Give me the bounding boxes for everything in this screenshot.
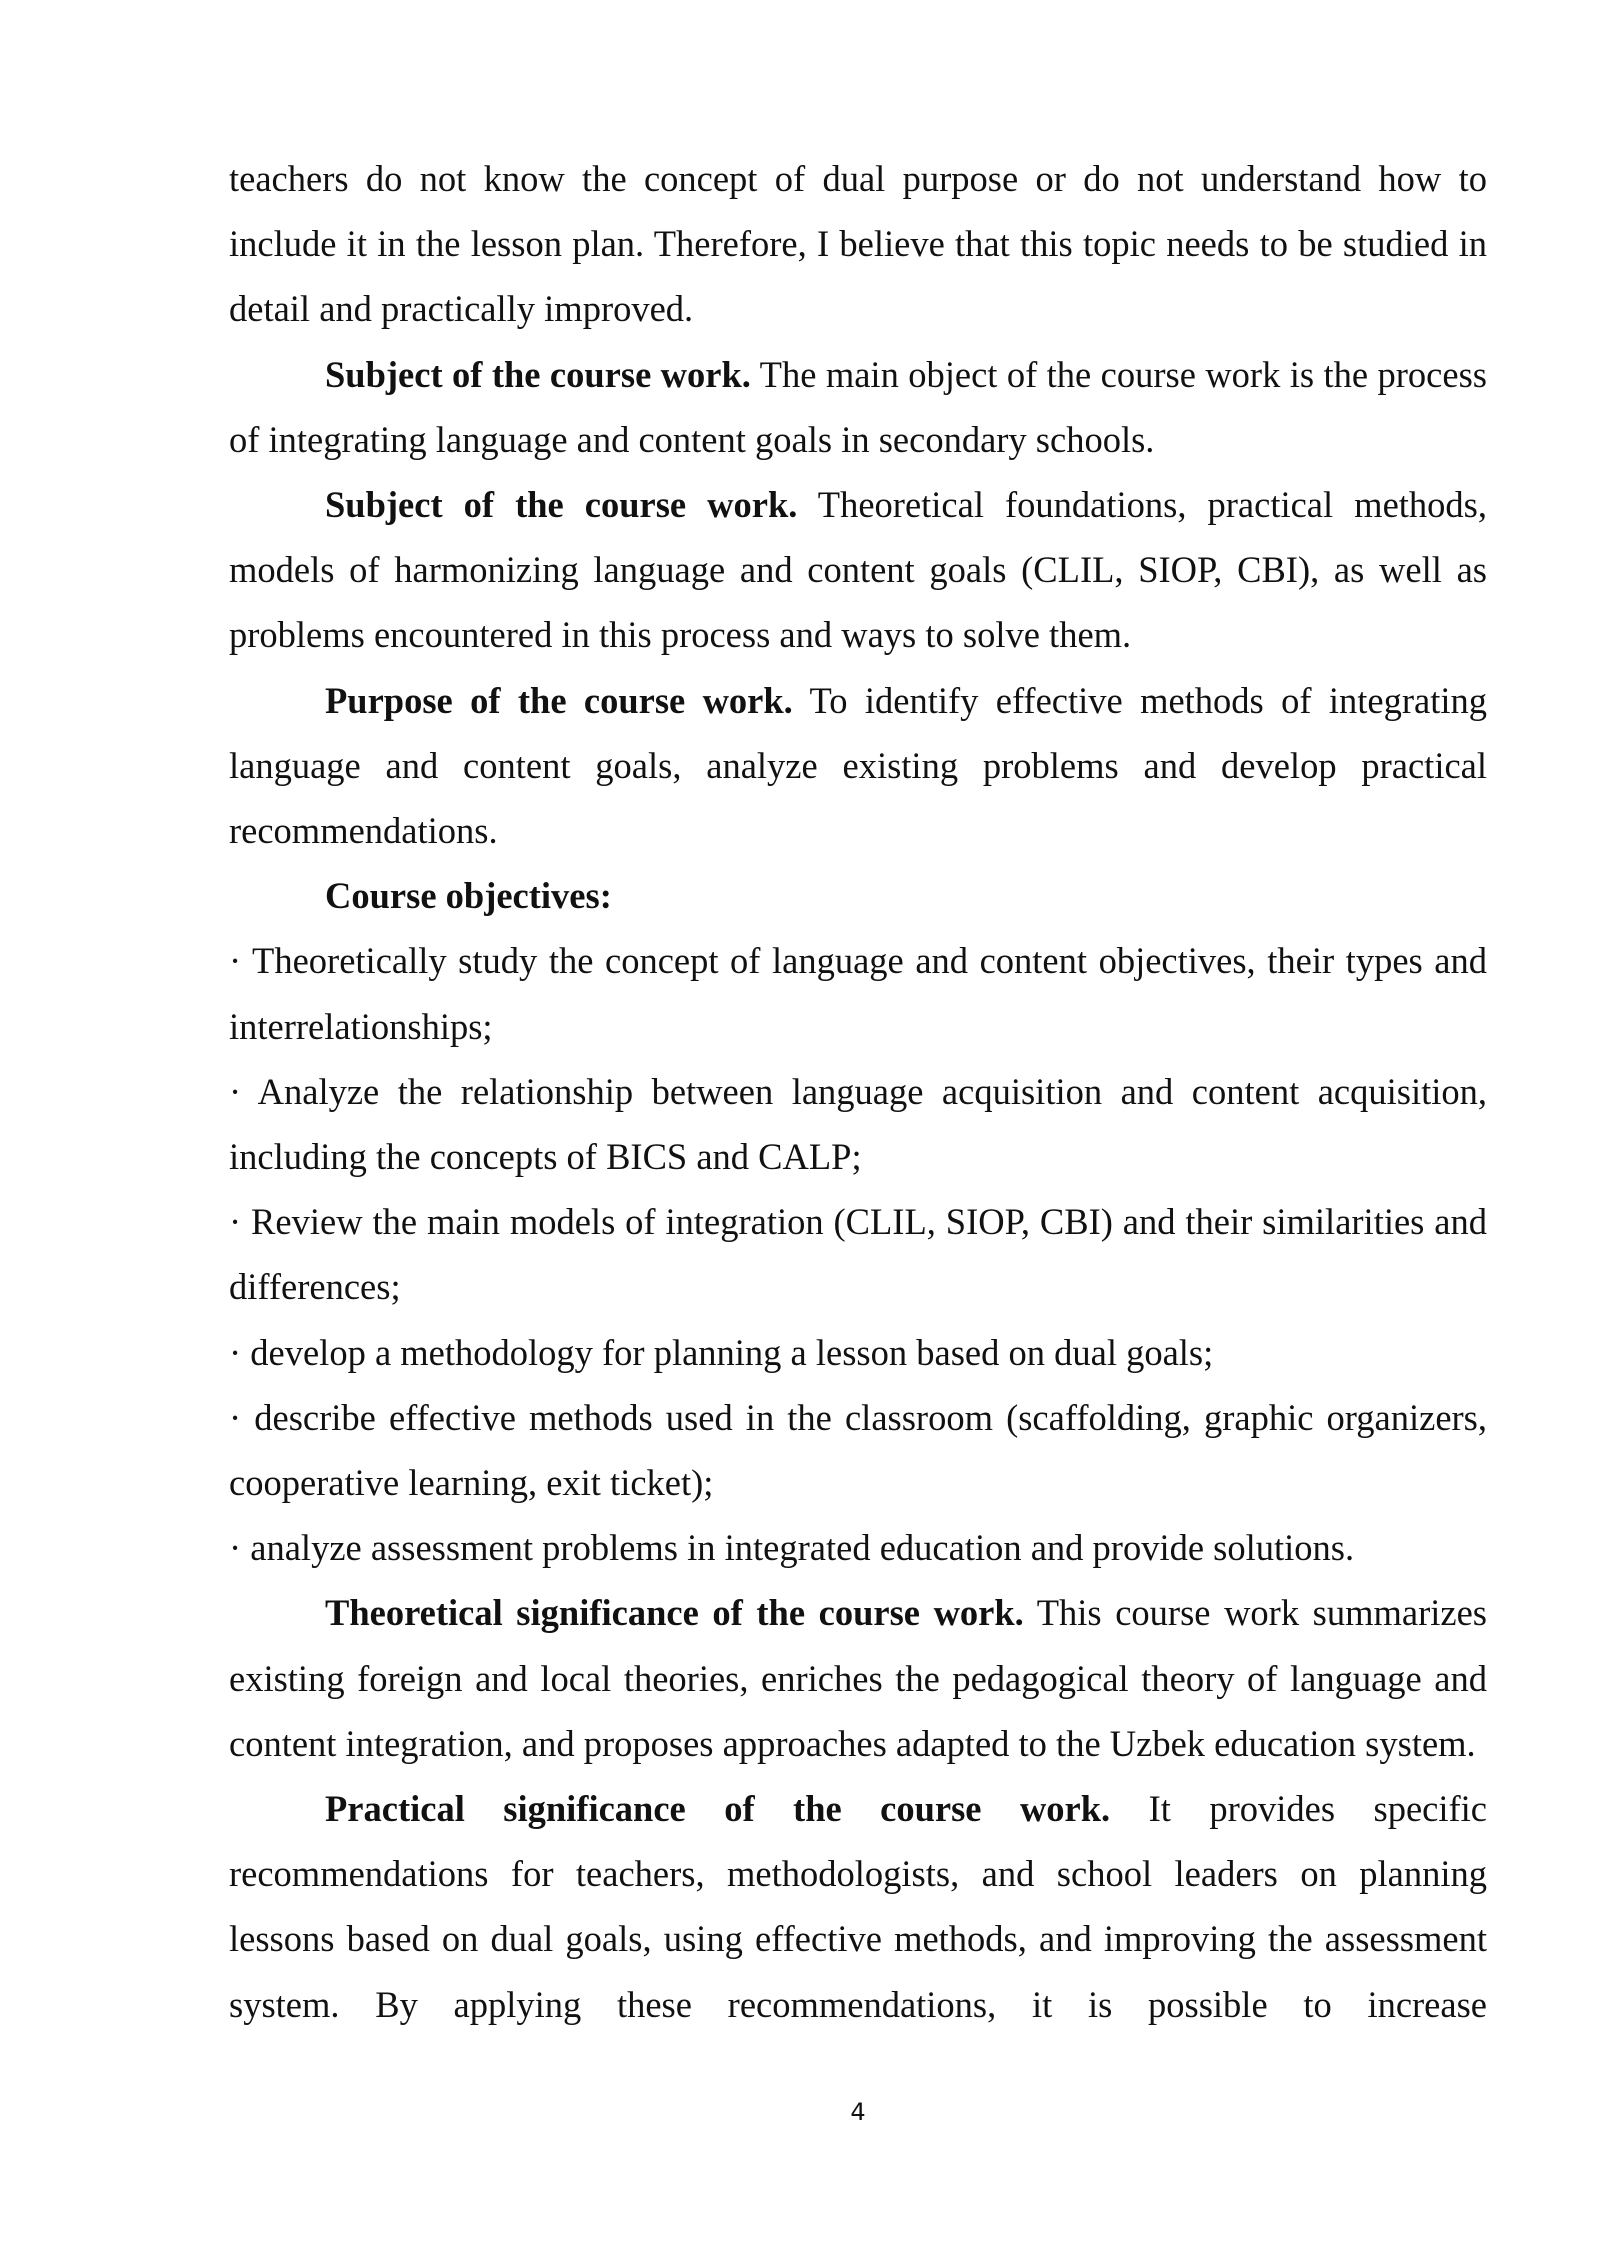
- objectives-heading: Course objectives:: [325, 875, 612, 917]
- page-number: 4: [850, 2098, 866, 2126]
- subject-text: Theoretical foundations, practical methods, models of harmonizing language and content goals (CLIL, SIOP, CBI), as well as problems encountered in this process and ways to solve them.: [229, 484, 1487, 656]
- objective-item: · develop a methodology for planning a lesson based on dual goals;: [229, 1331, 1214, 1373]
- objective-item: · Theoretically study the concept of language and content objectives, their types and interrelationships;: [229, 940, 1487, 1047]
- intro-paragraph: [229, 146, 1487, 342]
- practical-paragraph: [229, 1776, 1487, 2037]
- intro-text: teachers do not know the concept of dual purpose or do not understand how to include it in the lesson plan. Therefore, I believe that this topic needs to be studied in detail and practically improved.: [229, 158, 1487, 330]
- objective-item: · describe effective methods used in the classroom (scaffolding, graphic organizers, cooperative learning, exit ticket);: [229, 1396, 1487, 1504]
- objectives-list: [229, 928, 1487, 1580]
- document-body: [229, 146, 1487, 2037]
- subject-heading: Subject of the course work.: [325, 484, 798, 526]
- purpose-heading: Purpose of the course work.: [325, 679, 793, 721]
- objective-item: · Analyze the relationship between language acquisition and content acquisition, including the concepts of BICS and CALP;: [229, 1070, 1487, 1178]
- objective-item: · analyze assessment problems in integrated education and provide solutions.: [229, 1527, 1355, 1569]
- theoretical-heading: Theoretical significance of the course work.: [325, 1592, 1024, 1634]
- purpose-text: To identify effective methods of integrating language and content goals, analyze existing problems and develop practical recommendations.: [229, 679, 1487, 852]
- practical-heading: Practical significance of the course work.: [325, 1788, 1111, 1830]
- purpose-paragraph: [229, 668, 1487, 864]
- object-paragraph: [229, 342, 1487, 472]
- theoretical-paragraph: [229, 1580, 1487, 1776]
- object-text: The main object of the course work is the process of integrating language and content goals in secondary schools.: [229, 353, 1487, 460]
- object-heading: Subject of the course work.: [325, 353, 751, 395]
- practical-text: It provides specific recommendations for teachers, methodologists, and school leaders on planning lessons based on dual goals, using effective methods, and improving the assessment system. By applying these recommendations, it is possible to increase: [229, 1788, 1487, 2025]
- subject-paragraph: [229, 472, 1487, 668]
- objective-item: · Review the main models of integration (CLIL, SIOP, CBI) and their similarities and differences;: [229, 1201, 1487, 1308]
- theoretical-text: This course work summarizes existing foreign and local theories, enriches the pedagogical theory of language and content integration, and proposes approaches adapted to the Uzbek education system.: [229, 1592, 1488, 1764]
